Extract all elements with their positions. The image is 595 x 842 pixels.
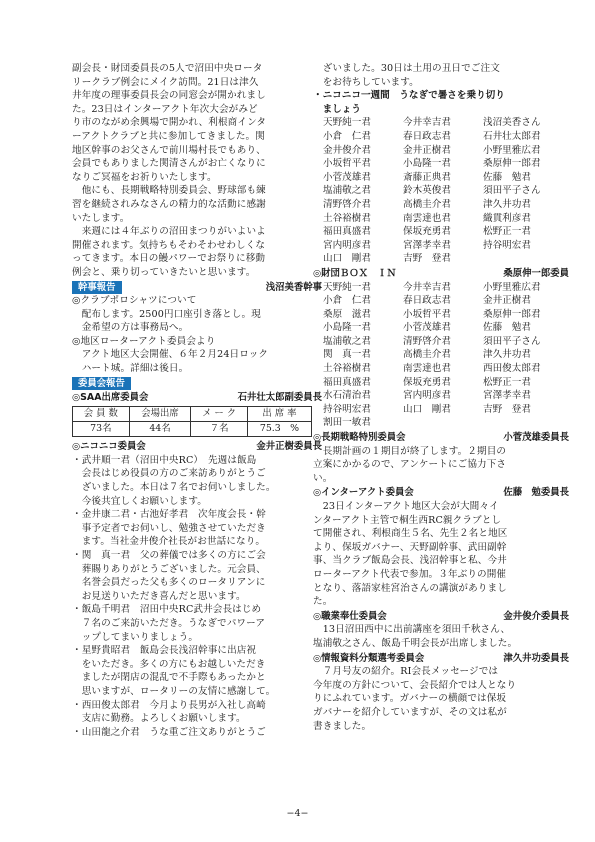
header-makeup: メ ー ク [191,407,248,422]
text-line: 副会長・財団委員長の5人で沼田中央ロータ [72,63,263,74]
text-line: ・飯島千明君 沼田中央RC武井会長はじめ [72,604,262,616]
member-name: 宮内明彦君 [323,239,371,251]
member-name: 石井壮太郎君 [483,130,541,142]
text-line: ◎地区ローターアクト委員会より [72,335,216,347]
member-name: 塩浦敬之君 [323,335,371,347]
member-name: 福田真盛君 [323,376,371,388]
text-line: 支店に勤務。よろしくお願いします。 [72,713,246,725]
secretary-report-items [72,294,322,376]
saa-header [72,391,322,405]
member-name [483,416,573,430]
member-name: 宮澤孝幸君 [403,239,451,251]
intro-text [72,62,322,280]
text-line: た。 [313,596,333,608]
interact-name: 佐藤 勉委員長 [503,487,569,499]
interact-title: ◎インターアクト委員会 [313,487,414,499]
member-name: 高橋圭介君 [403,349,451,361]
name-row [313,184,569,198]
name-row [313,144,569,158]
text-line: 思いますが、ロータリーの友情に感謝して。 [72,685,276,697]
member-name: 斎藤正典君 [403,171,451,183]
shokugyo-name: 金井俊介委員長 [503,610,569,622]
name-row [313,362,569,376]
member-name: 吉野 登君 [403,253,451,265]
interact-text [313,500,569,609]
header-members: 会 員 数 [73,407,130,422]
text-line: リークラブ例会にメイク訪問。21日は津久 [72,76,259,88]
text-line: となり、落語家桂宮治さんの講演がありまし [313,582,507,594]
right-column [313,62,569,733]
attendance-value-row [73,422,312,437]
text-line: 会長はじめ役員の方のご来訪ありがとうご [72,468,266,480]
text-line: ・山田龍之介君 うな重ご注文ありがとうご [72,726,266,738]
text-line: 23日インターアクト地区大会が大間々イ [313,501,499,512]
text-line: ７月号友の紹介。RI会長メッセージでは [313,666,499,678]
text-line: お見送りいただき喜んだと思います。 [72,590,246,602]
text-line: ローターアクト代表で参加。３年ぶりの開催 [313,568,507,580]
name-row [313,403,569,417]
name-row [313,157,569,171]
member-name: 割田一敏君 [323,417,371,429]
shokugyo-header [313,610,569,624]
name-row [313,252,569,266]
text-line: 葬賜りありがとうございました。元会員、 [72,563,266,575]
member-name: 小坂哲平君 [323,158,371,170]
member-name: 春日政志君 [403,295,451,307]
joho-title: ◎情報資料分類選考委員会 [313,652,425,664]
member-name: 小坂哲平君 [403,308,451,320]
member-name: 小野里雅広君 [483,281,541,293]
member-name: 小島隆一君 [323,322,371,334]
text-line: 塩浦敬之さん、飯島千明会長が出席しました。 [313,637,518,649]
member-name: 津久井功君 [483,349,531,361]
member-name: 宮内明彦君 [403,390,451,402]
niko-header [72,440,322,454]
longterm-header [313,431,569,445]
text-line: 長期計画の１期目が終了します。２期目の [313,445,507,457]
name-row [313,294,569,308]
name-row [313,376,569,390]
text-line: をお待ちしています。 [313,76,419,88]
member-name: 桑原 滋君 [323,308,371,320]
text-line: ーアクトクラブと共に参加してきました。関 [72,130,265,142]
text-line: り市のながめ余興場で開かれ、利根商インタ [72,117,267,129]
text-line: 習を継続されみなさんの精力的な活動に感謝 [72,198,266,210]
text-line: 井年度の理事委員長会の同窓会が開かれまし [72,90,266,102]
member-name: 浅沼美香さん [483,117,541,129]
name-row [313,130,569,144]
member-name: 清野啓介君 [403,335,451,347]
zaidan-title: ◎財団ＢＯＸ ＩＮ [313,267,397,279]
text-line: ・星野貴昭君 飯島会長浅沼幹事に出店祝 [72,645,257,657]
member-name: 小菅茂雄君 [323,171,371,183]
member-name: 土谷裕樹君 [323,212,371,224]
text-line: 会員でもありました関清さんがお亡くなりに [72,158,266,170]
text-line: ます。当社金井俊介社長がお世話になり。 [72,536,266,548]
member-name: 鈴木英俊君 [403,185,451,197]
text-line: ７名のご来訪いただき。うなぎでパワーア [72,617,266,629]
text-line: 配布します。2500円口座引き落とし。現 [72,308,261,320]
secretary-name: 浅沼美香幹事 [265,281,322,293]
member-name: 持谷明宏君 [483,239,531,251]
member-name: 小倉 仁君 [323,295,371,307]
member-name: 今井幸吉君 [403,281,451,293]
text-line: 名誉会員だった父も多くのロータリアンに [72,577,266,589]
page-number: −4− [286,808,309,819]
member-name: 桑原伸一郎君 [483,308,541,320]
name-row [313,389,569,403]
member-name: 須田平子さん [483,335,541,347]
attendance-table [72,406,312,437]
value-makeup: ７名 [191,422,248,437]
text-line: 他にも、長期戦略特別委員会、野球部も練 [72,185,266,197]
attendance-header-row [73,407,312,422]
text-line: 開催されます。気持ちもそわそわせわしくな [72,239,266,251]
name-row [313,335,569,349]
name-row [313,321,569,335]
member-name: 土谷裕樹君 [323,363,371,375]
member-name: 保坂充勇君 [403,226,451,238]
longterm-text [313,445,569,486]
member-name: 関 真一君 [323,349,371,361]
member-name: 今井幸吉君 [403,117,451,129]
name-row [313,171,569,185]
name-row [313,416,569,430]
longterm-title: ◎長期戦略特別委員会 [313,432,406,444]
text-line: 金希望の方は事務局へ。 [72,322,189,334]
member-name: 松野正一君 [483,226,531,238]
secretary-report-tag: 幹事報告 [72,281,122,294]
text-line: て開催され、利根商生５名、先生２名と地区 [313,528,508,540]
weekly-title: ・ニコニコ一週間 うなぎで暑さを乗り切り [313,90,505,102]
member-name: 福田真盛君 [323,226,371,238]
member-name: 持谷明宏君 [323,403,371,415]
member-name: 水石清治君 [323,390,371,402]
member-name: 金井正樹君 [483,295,531,307]
member-name: 天野純一君 [323,281,371,293]
text-line: 例会と、乗り切っていきたいと思います。 [72,266,256,278]
member-name: 金井正樹君 [403,144,451,156]
niko-items [72,454,322,739]
text-line: アクト地区大会開催、６年２月24日ロック [72,349,269,361]
member-name: 小菅茂雄君 [403,322,451,334]
member-name: 保坂充勇君 [403,376,451,388]
member-name: 宮澤孝幸君 [483,390,531,402]
member-name [483,252,573,266]
member-name: 山口 剛君 [323,253,371,265]
joho-name: 津久井功委員長 [503,652,569,664]
weekly-title-cont: ましょう [313,103,361,115]
header-rate: 出 席 率 [247,407,311,422]
text-line: 書きました。 [313,720,372,732]
committee-report-header [72,377,322,390]
member-name: 南雲達也君 [403,363,451,375]
name-row [313,116,569,130]
shokugyo-title: ◎職業奉仕委員会 [313,610,387,622]
text-line: 地区幹事のお父さんで前川場村長でもあり、 [72,144,266,156]
text-line: りにふれています。ガバナーの横顔では保坂 [313,693,507,705]
member-name: 高橋圭介君 [403,198,451,210]
saa-title: ◎SAA出席委員会 [72,391,149,403]
member-name: 西田俊太郎君 [483,363,541,375]
text-line: いたします。 [72,212,130,224]
name-row [313,198,569,212]
name-row [313,308,569,322]
text-line: 今後共宜しくお願いします。 [72,495,207,507]
text-line: た。23日はインターアクト年次大会がみど [72,103,258,115]
text-line: ってきます。本日の鰻パワーでお祭りに移動 [72,253,266,265]
member-name: 佐藤 勉君 [483,322,531,334]
member-name: 桑原伸一郎君 [483,158,541,170]
member-name: 清野啓介君 [323,198,371,210]
name-row [313,281,569,295]
name-row [313,225,569,239]
text-line: 今年度の方針について、会長紹介では人となり [313,679,517,691]
text-line: 事、当クラブ飯島会長、浅沼幹事と私、今井 [313,555,507,567]
text-line: ップしてまいりましょう。 [72,631,199,643]
interact-header [313,486,569,500]
text-line: ガバナーを紹介していますが、その文は私が [313,706,507,718]
text-line: ざいました。本日は７名でお伺いしました。 [72,482,276,494]
text-line: ・西田俊太郎君 今月より長男が入社し高崎 [72,699,266,711]
member-name: 織貫利彦君 [483,212,531,224]
member-name: 塩浦敬之君 [323,185,371,197]
value-members: 73名 [73,422,130,437]
text-line: 来週には４年ぶりの沼田まつりがいよいよ [72,226,266,238]
member-name: 天野純一君 [323,117,371,129]
longterm-name: 小菅茂雄委員長 [503,432,569,444]
name-row [313,348,569,362]
member-name: 山口 剛君 [403,403,451,415]
text-line: 事予定者でお伺いし、勉強させていただき [72,522,266,534]
header-attendance: 会場出席 [129,407,191,422]
member-name: 小島隆一君 [403,158,451,170]
saa-name: 石井壮太郎副委員長 [237,391,322,403]
weekly-names-list [313,116,569,266]
left-column [72,62,322,739]
text-line: ◎クラブポロシャツについて [72,295,197,307]
name-row [313,239,569,253]
text-line: ・関 真一君 父の葬儀では多くの方にご会 [72,550,266,561]
committee-report-tag: 委員会報告 [72,377,131,390]
text-line: ・武井順一君（沼田中央RC） 先週は飯島 [72,454,257,466]
member-name: 佐藤 勉君 [483,171,531,183]
text-line: をいただき。多くの方にもお越しいただき [72,658,266,670]
text-line: ・金井康二君・古池好孝君 次年度会長・幹 [72,509,266,521]
secretary-report-header [72,281,322,295]
text-line: なりご冥福をお祈りいたします。 [72,171,217,183]
member-name: 小野里雅広君 [483,144,541,156]
text-line: い。 [313,472,333,484]
joho-text [313,665,569,733]
member-name: 小倉 仁君 [323,130,371,142]
text-line: ざいました。30日は土用の丑日でご注文 [313,63,500,74]
member-name: 金井俊介君 [323,144,371,156]
member-name: 春日政志君 [403,130,451,142]
member-name [403,416,477,430]
text-line: より、保坂ガバナー、天野副幹事、武田副幹 [313,541,507,553]
zaidan-names-list [313,281,569,431]
value-attendance: 44名 [129,422,191,437]
member-name: 津久井功君 [483,198,531,210]
niko-name: 金井正樹委員長 [256,441,322,453]
zaidan-name: 桑原伸一郎委員 [503,267,569,279]
right-top-text [313,62,569,89]
niko-title: ◎ニコニコ委員会 [72,441,146,453]
text-line: ハート城。詳細は後日。 [72,363,189,375]
member-name: 吉野 登君 [483,403,531,415]
text-line: ンターアクト主管で桐生西RC親クラブとし [313,514,502,526]
zaidan-header [313,267,569,281]
member-name: 南雲達也君 [403,212,451,224]
member-name: 松野正一君 [483,376,531,388]
text-line: ましたが閉店の混乱で不手際もあったかと [72,672,266,684]
shokugyo-text [313,623,569,650]
text-line: 13日沼田西中に出前講座を須田千秋さん、 [313,624,511,636]
name-row [313,212,569,226]
joho-header [313,652,569,666]
member-name: 須田平子さん [483,185,541,197]
text-line: 立案にかかるので、アンケートにご協力下さ [313,459,507,471]
value-rate: 75.3 % [247,422,311,437]
